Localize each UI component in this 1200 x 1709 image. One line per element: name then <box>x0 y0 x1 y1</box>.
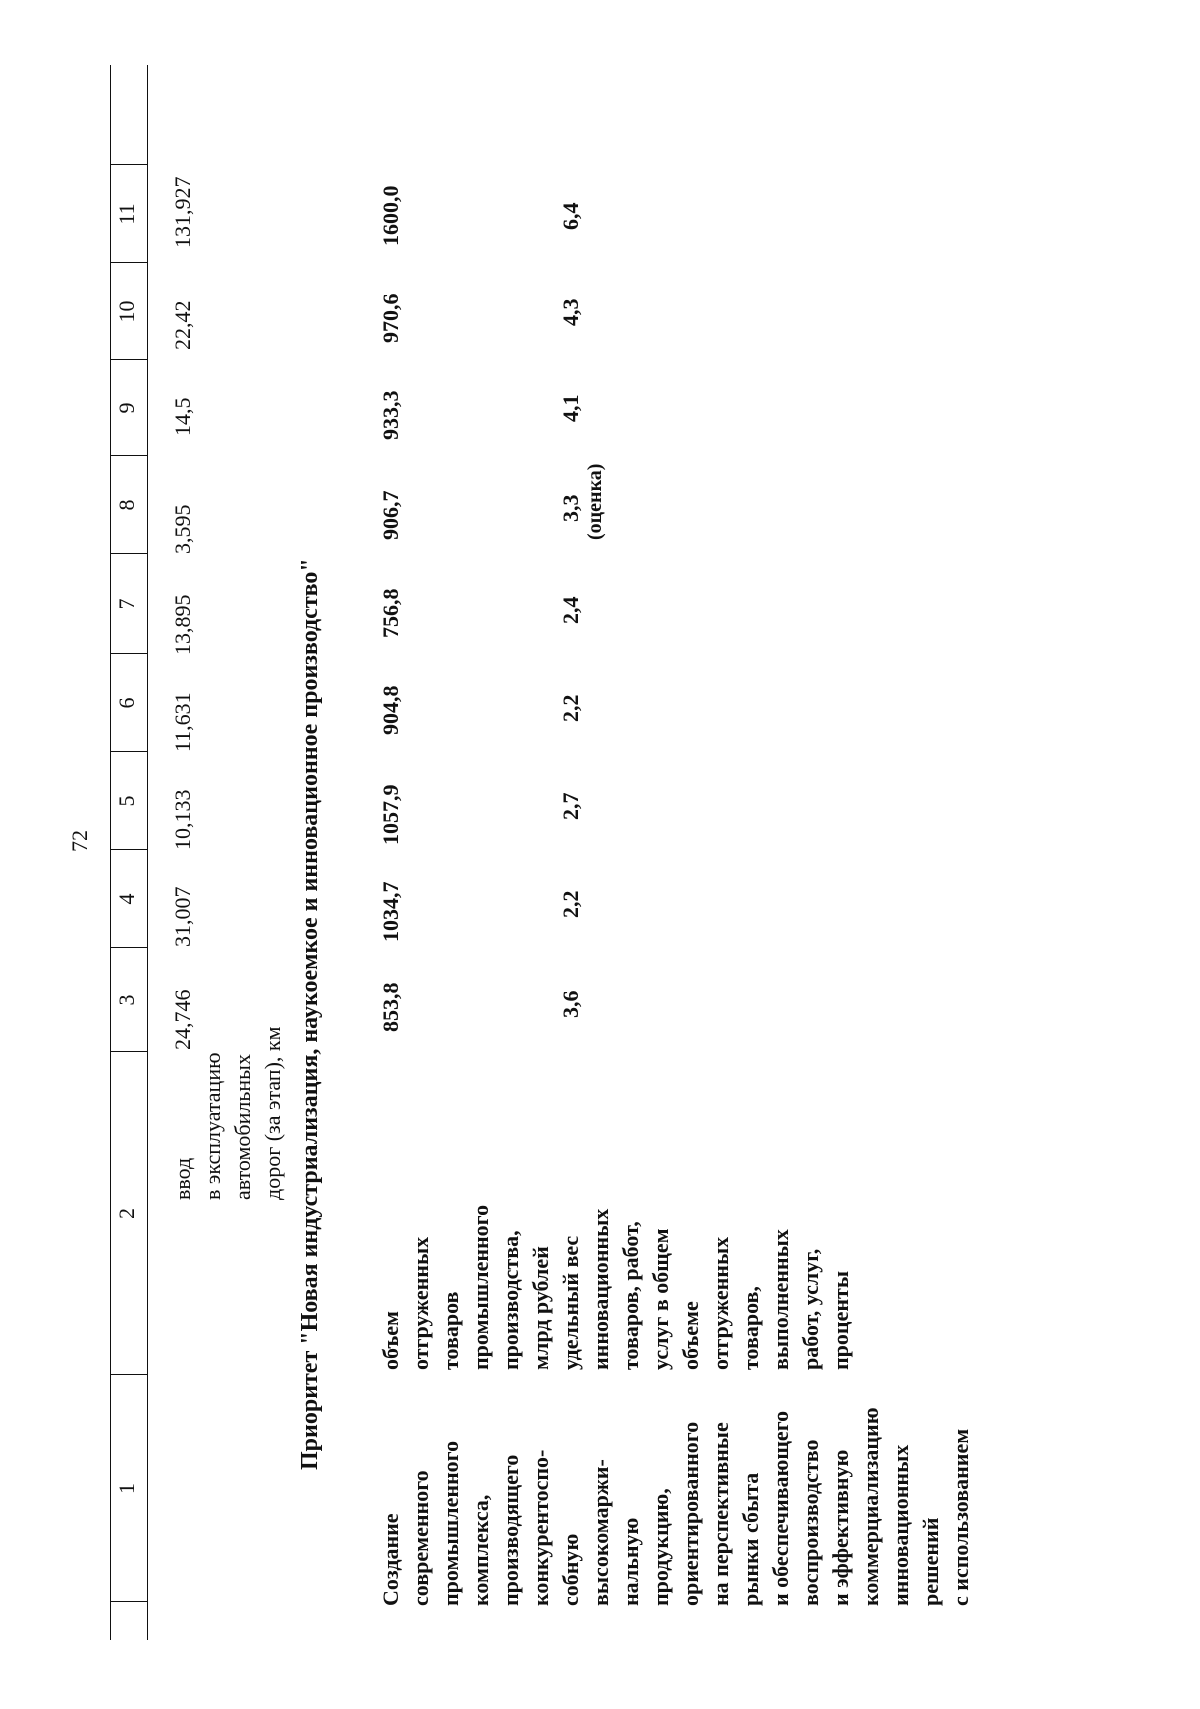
text-line: промышленного <box>438 1440 463 1606</box>
table-cell: 13,895 <box>170 594 195 655</box>
table-cell: 904,8 <box>378 685 403 735</box>
text-line: товаров <box>438 1291 463 1370</box>
table-landscape <box>110 40 1200 1640</box>
text-line: и обеспечивающего <box>768 1410 793 1606</box>
header-col-4: 4 <box>114 893 139 905</box>
header-col-9: 9 <box>114 402 139 414</box>
table-cell: 4,3 <box>558 298 583 326</box>
table-cell: 3,3 <box>558 494 583 522</box>
text-line: с использованием <box>948 1428 973 1606</box>
table-cell: 11,631 <box>170 692 195 752</box>
table-cell: 131,927 <box>170 176 195 248</box>
table-cell: 970,6 <box>378 293 403 343</box>
header-col-10: 10 <box>114 300 139 323</box>
table-cell: 6,4 <box>558 202 583 230</box>
text-line: воспроизводство <box>798 1439 823 1606</box>
text-line: выполненных <box>768 1229 793 1370</box>
table-cell: 756,8 <box>378 588 403 638</box>
text-line: Создание <box>378 1513 403 1606</box>
text-line: инновационных <box>588 1208 613 1370</box>
table-cell: 2,2 <box>558 890 583 918</box>
header-col-7: 7 <box>114 598 139 610</box>
table-cell: 853,8 <box>378 982 403 1032</box>
text-line: на перспективные <box>708 1422 733 1606</box>
text-line: и эффективную <box>828 1449 853 1606</box>
table-cell: 1034,7 <box>378 881 403 942</box>
text-line: объем <box>378 1310 403 1370</box>
table-cell: 933,3 <box>378 390 403 440</box>
text-line: собную <box>558 1533 583 1606</box>
section-heading: Приоритет "Новая индустриализация, наукоемкое и инновационное производство" <box>297 558 323 1470</box>
table-cell: 14,5 <box>170 397 195 436</box>
text-line: нальную <box>618 1517 643 1606</box>
text-line: высокомаржи- <box>588 1459 613 1606</box>
text-line: продукцию, <box>648 1488 673 1606</box>
text-line: комплекса, <box>468 1494 493 1606</box>
header-col-2: 2 <box>114 1208 139 1219</box>
indicator-roads-label <box>168 1026 288 1200</box>
table-cell: 906,7 <box>378 490 403 540</box>
text-line: производящего <box>498 1454 523 1606</box>
text-line: современного <box>408 1470 433 1606</box>
table-cell: 2,4 <box>558 596 583 624</box>
table-cell: 31,007 <box>170 886 195 947</box>
text-line: ввод <box>170 1157 195 1200</box>
table-cell: 22,42 <box>170 300 195 350</box>
text-line: услуг в общем <box>648 1228 673 1370</box>
table-cell: 24,746 <box>170 989 195 1050</box>
text-line: автомобильных <box>230 1054 255 1200</box>
text-line: конкурентоспо- <box>528 1449 553 1606</box>
text-line: инновационных <box>888 1444 913 1606</box>
header-col-8: 8 <box>114 499 139 511</box>
text-line: товаров, работ, <box>618 1221 643 1370</box>
text-line: производства, <box>498 1230 523 1370</box>
text-line: в эксплуатацию <box>200 1052 225 1200</box>
page-number: 72 <box>67 830 92 852</box>
text-line: удельный вес <box>558 1235 583 1370</box>
goal-description <box>376 1407 976 1606</box>
header-col-1: 1 <box>114 1483 139 1494</box>
table-cell: 2,2 <box>558 694 583 722</box>
header-top-rule <box>110 65 111 1640</box>
table-cell: 2,7 <box>558 792 583 820</box>
text-line: дорог (за этап), км <box>260 1026 285 1200</box>
text-line: объеме <box>678 1301 703 1370</box>
table-cell: 3,595 <box>170 504 195 554</box>
text-line: работ, услуг, <box>798 1248 823 1370</box>
text-line: решений <box>918 1517 943 1606</box>
text-line: промышленного <box>468 1204 493 1370</box>
header-col-11: 11 <box>114 203 139 225</box>
indicator-volume-label <box>376 1205 556 1370</box>
text-line: рынки сбыта <box>738 1472 763 1606</box>
estimate-note: (оценка) <box>584 463 606 540</box>
text-line: проценты <box>828 1270 853 1370</box>
indicator-share-label <box>556 1209 856 1370</box>
table-cell: 3,6 <box>558 990 583 1018</box>
header-col-5: 5 <box>114 795 139 807</box>
text-line: млрд рублей <box>528 1246 553 1370</box>
text-line: товаров, <box>738 1286 763 1370</box>
table-cell: 1057,9 <box>378 784 403 845</box>
header-bottom-rule <box>147 65 148 1640</box>
header-col-3: 3 <box>114 994 139 1006</box>
table-cell: 10,133 <box>170 789 195 850</box>
table-cell: 1600,0 <box>378 185 403 246</box>
text-line: коммерциализацию <box>858 1407 883 1606</box>
text-line: отгруженных <box>408 1236 433 1370</box>
table-cell: 4,1 <box>558 394 583 422</box>
text-line: отгруженных <box>708 1236 733 1370</box>
text-line: ориентированного <box>678 1421 703 1606</box>
header-col-6: 6 <box>114 697 139 709</box>
